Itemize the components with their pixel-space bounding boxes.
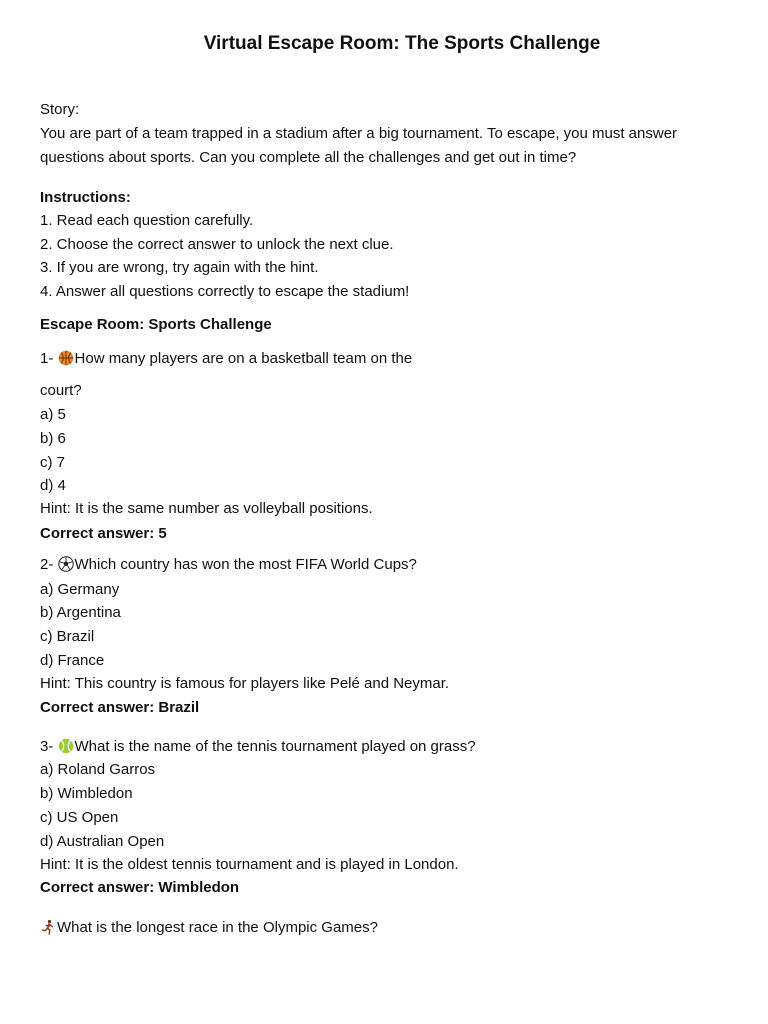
answer-option: a) Roland Garros <box>40 761 156 778</box>
hint-text: Hint: It is the same number as volleyball positions. <box>40 500 373 517</box>
question-1-line-1 <box>40 349 412 369</box>
correct-answer: Correct answer: Wimbledon <box>40 879 240 896</box>
page-title: Virtual Escape Room: The Sports Challenge <box>203 33 601 54</box>
answer-option: d) 4 <box>40 477 66 494</box>
answer-option: a) 5 <box>40 406 66 423</box>
soccer-ball-icon <box>58 556 74 572</box>
question-number: 3- <box>40 738 58 755</box>
story-label: Story: <box>40 101 80 118</box>
answer-option: b) Wimbledon <box>40 785 133 802</box>
tennis-ball-icon <box>58 738 74 754</box>
question-text: What is the longest race in the Olympic Games? <box>57 919 378 936</box>
question-text: How many players are on a basketball team on the <box>74 350 413 367</box>
basketball-icon <box>58 350 74 366</box>
answer-option: c) US Open <box>40 809 119 826</box>
question-number: 2- <box>40 556 58 573</box>
question-3-line-1 <box>40 737 476 757</box>
answer-option: c) Brazil <box>40 628 95 645</box>
instruction-item: 4. Answer all questions correctly to escape the stadium! <box>40 283 410 300</box>
story-text-line-2: questions about sports. Can you complete all the challenges and get out in time? <box>40 149 577 166</box>
instruction-item: 1. Read each question carefully. <box>40 212 254 229</box>
answer-option: c) 7 <box>40 454 66 471</box>
instruction-item: 2. Choose the correct answer to unlock the next clue. <box>40 236 394 253</box>
question-4-line-1 <box>40 918 378 938</box>
correct-answer: Correct answer: Brazil <box>40 699 200 716</box>
question-2-line-1 <box>40 555 417 575</box>
question-text: What is the name of the tennis tournament played on grass? <box>74 738 476 755</box>
answer-option: b) Argentina <box>40 604 121 621</box>
answer-option: d) Australian Open <box>40 833 165 850</box>
instructions-heading: Instructions: <box>40 189 131 206</box>
runner-icon <box>40 919 56 935</box>
instruction-item: 3. If you are wrong, try again with the hint. <box>40 259 319 276</box>
question-text: Which country has won the most FIFA World Cups? <box>74 556 417 573</box>
story-text-line-1: You are part of a team trapped in a stadium after a big tournament. To escape, you must answer <box>40 125 678 142</box>
question-number: 1- <box>40 350 58 367</box>
section-heading: Escape Room: Sports Challenge <box>40 316 272 333</box>
answer-option: a) Germany <box>40 581 120 598</box>
answer-option: d) France <box>40 652 105 669</box>
correct-answer: Correct answer: 5 <box>40 525 167 542</box>
question-1-line-2: court? <box>40 382 82 399</box>
hint-text: Hint: It is the oldest tennis tournament and is played in London. <box>40 856 459 873</box>
hint-text: Hint: This country is famous for players like Pelé and Neymar. <box>40 675 450 692</box>
answer-option: b) 6 <box>40 430 66 447</box>
